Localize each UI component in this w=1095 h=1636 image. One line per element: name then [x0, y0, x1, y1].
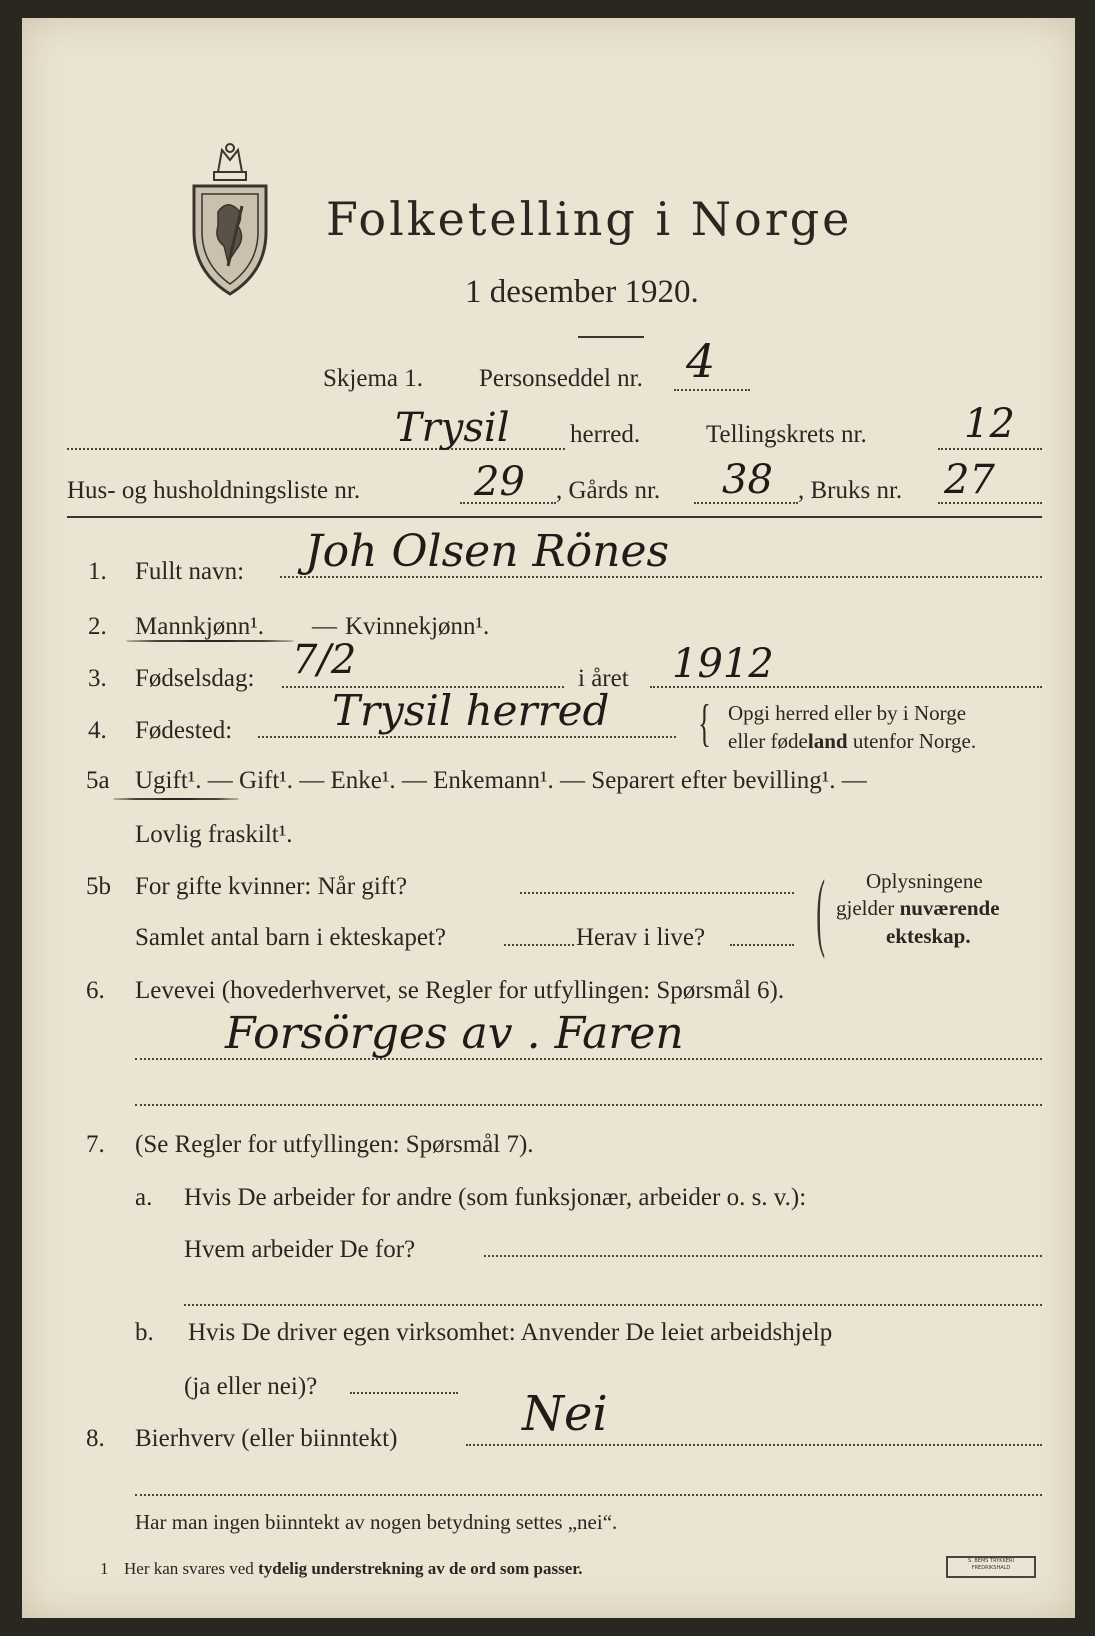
marriage-note-2: gjelder nuværende: [836, 896, 1000, 920]
tellingskrets-line: [938, 448, 1042, 450]
birth-year-label: i året: [578, 665, 629, 692]
footnote-text: Her kan svares ved tydelig understrekning av de ord som passer.: [124, 1559, 583, 1578]
personseddel-value[interactable]: 4: [686, 334, 716, 388]
footer-note: Har man ingen biinntekt av nogen betydning settes „nei“.: [135, 1510, 618, 1534]
q5b-number: 5b: [86, 873, 111, 900]
form-title: Folketelling i Norge: [326, 192, 853, 246]
occupation-label: Levevei (hovederhvervet, se Regler for utfyllingen: Spørsmål 6).: [135, 977, 785, 1004]
personseddel-label: Personseddel nr.: [479, 365, 643, 392]
herred-label: herred.: [570, 421, 641, 448]
q5a-number: 5a: [86, 767, 110, 794]
tellingskrets-value[interactable]: 12: [964, 401, 1015, 447]
gards-label: , Gårds nr.: [556, 477, 661, 504]
side-income-line: [466, 1444, 1042, 1446]
sex-separator: —: [312, 613, 337, 640]
full-name-value[interactable]: Joh Olsen Rönes: [305, 526, 670, 577]
birthplace-brace: {: [698, 695, 711, 752]
birthplace-note-1: Opgi herred eller by i Norge: [728, 701, 967, 725]
printer-stamp: S. BEMS TRYKKERI FREDRIKSHALD: [946, 1556, 1036, 1578]
title-divider: [578, 336, 644, 338]
gards-value[interactable]: 38: [722, 457, 773, 503]
hus-label: Hus- og husholdningsliste nr.: [67, 477, 361, 504]
hus-value[interactable]: 29: [474, 459, 525, 505]
bruks-value[interactable]: 27: [944, 457, 995, 503]
birthplace-line: [258, 736, 676, 738]
q7a-question: Hvis De arbeider for andre (som funksjonær, arbeider o. s. v.):: [184, 1184, 807, 1211]
personseddel-line: [674, 389, 750, 391]
birthplace-note-2: eller fødeland utenfor Norge.: [728, 729, 977, 753]
birthplace-value[interactable]: Trysil herred: [332, 686, 610, 735]
alive-line: [730, 944, 794, 946]
occupation-value[interactable]: Forsörges av . Faren: [225, 1008, 684, 1059]
q7a-employer-label: Hvem arbeider De for?: [184, 1236, 416, 1263]
q6-number: 6.: [86, 977, 105, 1004]
children-line: [504, 944, 574, 946]
q7-label: (Se Regler for utfyllingen: Spørsmål 7).: [135, 1131, 534, 1158]
q4-number: 4.: [88, 717, 107, 744]
q8-number: 8.: [86, 1425, 105, 1452]
side-income-line-2: [135, 1494, 1042, 1496]
herred-value[interactable]: Trysil: [395, 405, 510, 451]
q2-number: 2.: [88, 613, 107, 640]
census-date: 1 desember 1920.: [465, 274, 699, 310]
ugift-underline: [113, 798, 239, 800]
skjema-label: Skjema 1.: [323, 365, 423, 392]
q7a-letter: a.: [135, 1184, 153, 1211]
census-form: [22, 18, 1075, 1618]
q7-number: 7.: [86, 1131, 105, 1158]
q1-number: 1.: [88, 558, 107, 585]
married-when-label: For gifte kvinner: Når gift?: [135, 873, 408, 900]
q7b-yes-no-label: (ja eller nei)?: [184, 1373, 318, 1400]
female-option[interactable]: Kvinnekjønn¹.: [345, 613, 490, 640]
q3-number: 3.: [88, 665, 107, 692]
bruks-label: , Bruks nr.: [798, 477, 903, 504]
side-income-value[interactable]: Nei: [522, 1386, 608, 1442]
q7b-letter: b.: [135, 1319, 154, 1346]
male-underline: [126, 640, 294, 642]
married-when-line: [520, 892, 794, 894]
birthday-value[interactable]: 7/2: [292, 637, 357, 683]
q7b-answer-line: [350, 1392, 458, 1394]
tellingskrets-label: Tellingskrets nr.: [706, 421, 867, 448]
birthday-label: Fødselsdag:: [135, 665, 255, 692]
marriage-note-bracket: (: [816, 863, 826, 960]
marriage-note-1: Oplysningene: [866, 869, 983, 893]
q7b-question: Hvis De driver egen virksomhet: Anvender De leiet arbeidshjelp: [188, 1319, 833, 1346]
q7a-employer-line: [484, 1255, 1042, 1257]
footnote-number: 1: [100, 1559, 109, 1578]
q7a-employer-line-2: [184, 1304, 1042, 1306]
marital-status-options-2[interactable]: Lovlig fraskilt¹.: [135, 821, 293, 848]
side-income-label: Bierhverv (eller biinntekt): [135, 1425, 398, 1452]
occupation-line-2: [135, 1104, 1042, 1106]
alive-label: Herav i live?: [576, 924, 706, 951]
header-rule: [67, 516, 1042, 518]
birthplace-label: Fødested:: [135, 717, 233, 744]
male-option[interactable]: Mannkjønn¹.: [135, 613, 265, 640]
occupation-line-1: [135, 1058, 1042, 1060]
children-label: Samlet antal barn i ekteskapet?: [135, 924, 446, 951]
full-name-label: Fullt navn:: [135, 558, 245, 585]
coat-of-arms-icon: [188, 142, 272, 302]
birth-year-value[interactable]: 1912: [672, 641, 774, 687]
marriage-note-3: ekteskap.: [886, 924, 971, 948]
marital-status-options[interactable]: Ugift¹. — Gift¹. — Enke¹. — Enkemann¹. — Separert efter bevilling¹. —: [135, 767, 867, 794]
